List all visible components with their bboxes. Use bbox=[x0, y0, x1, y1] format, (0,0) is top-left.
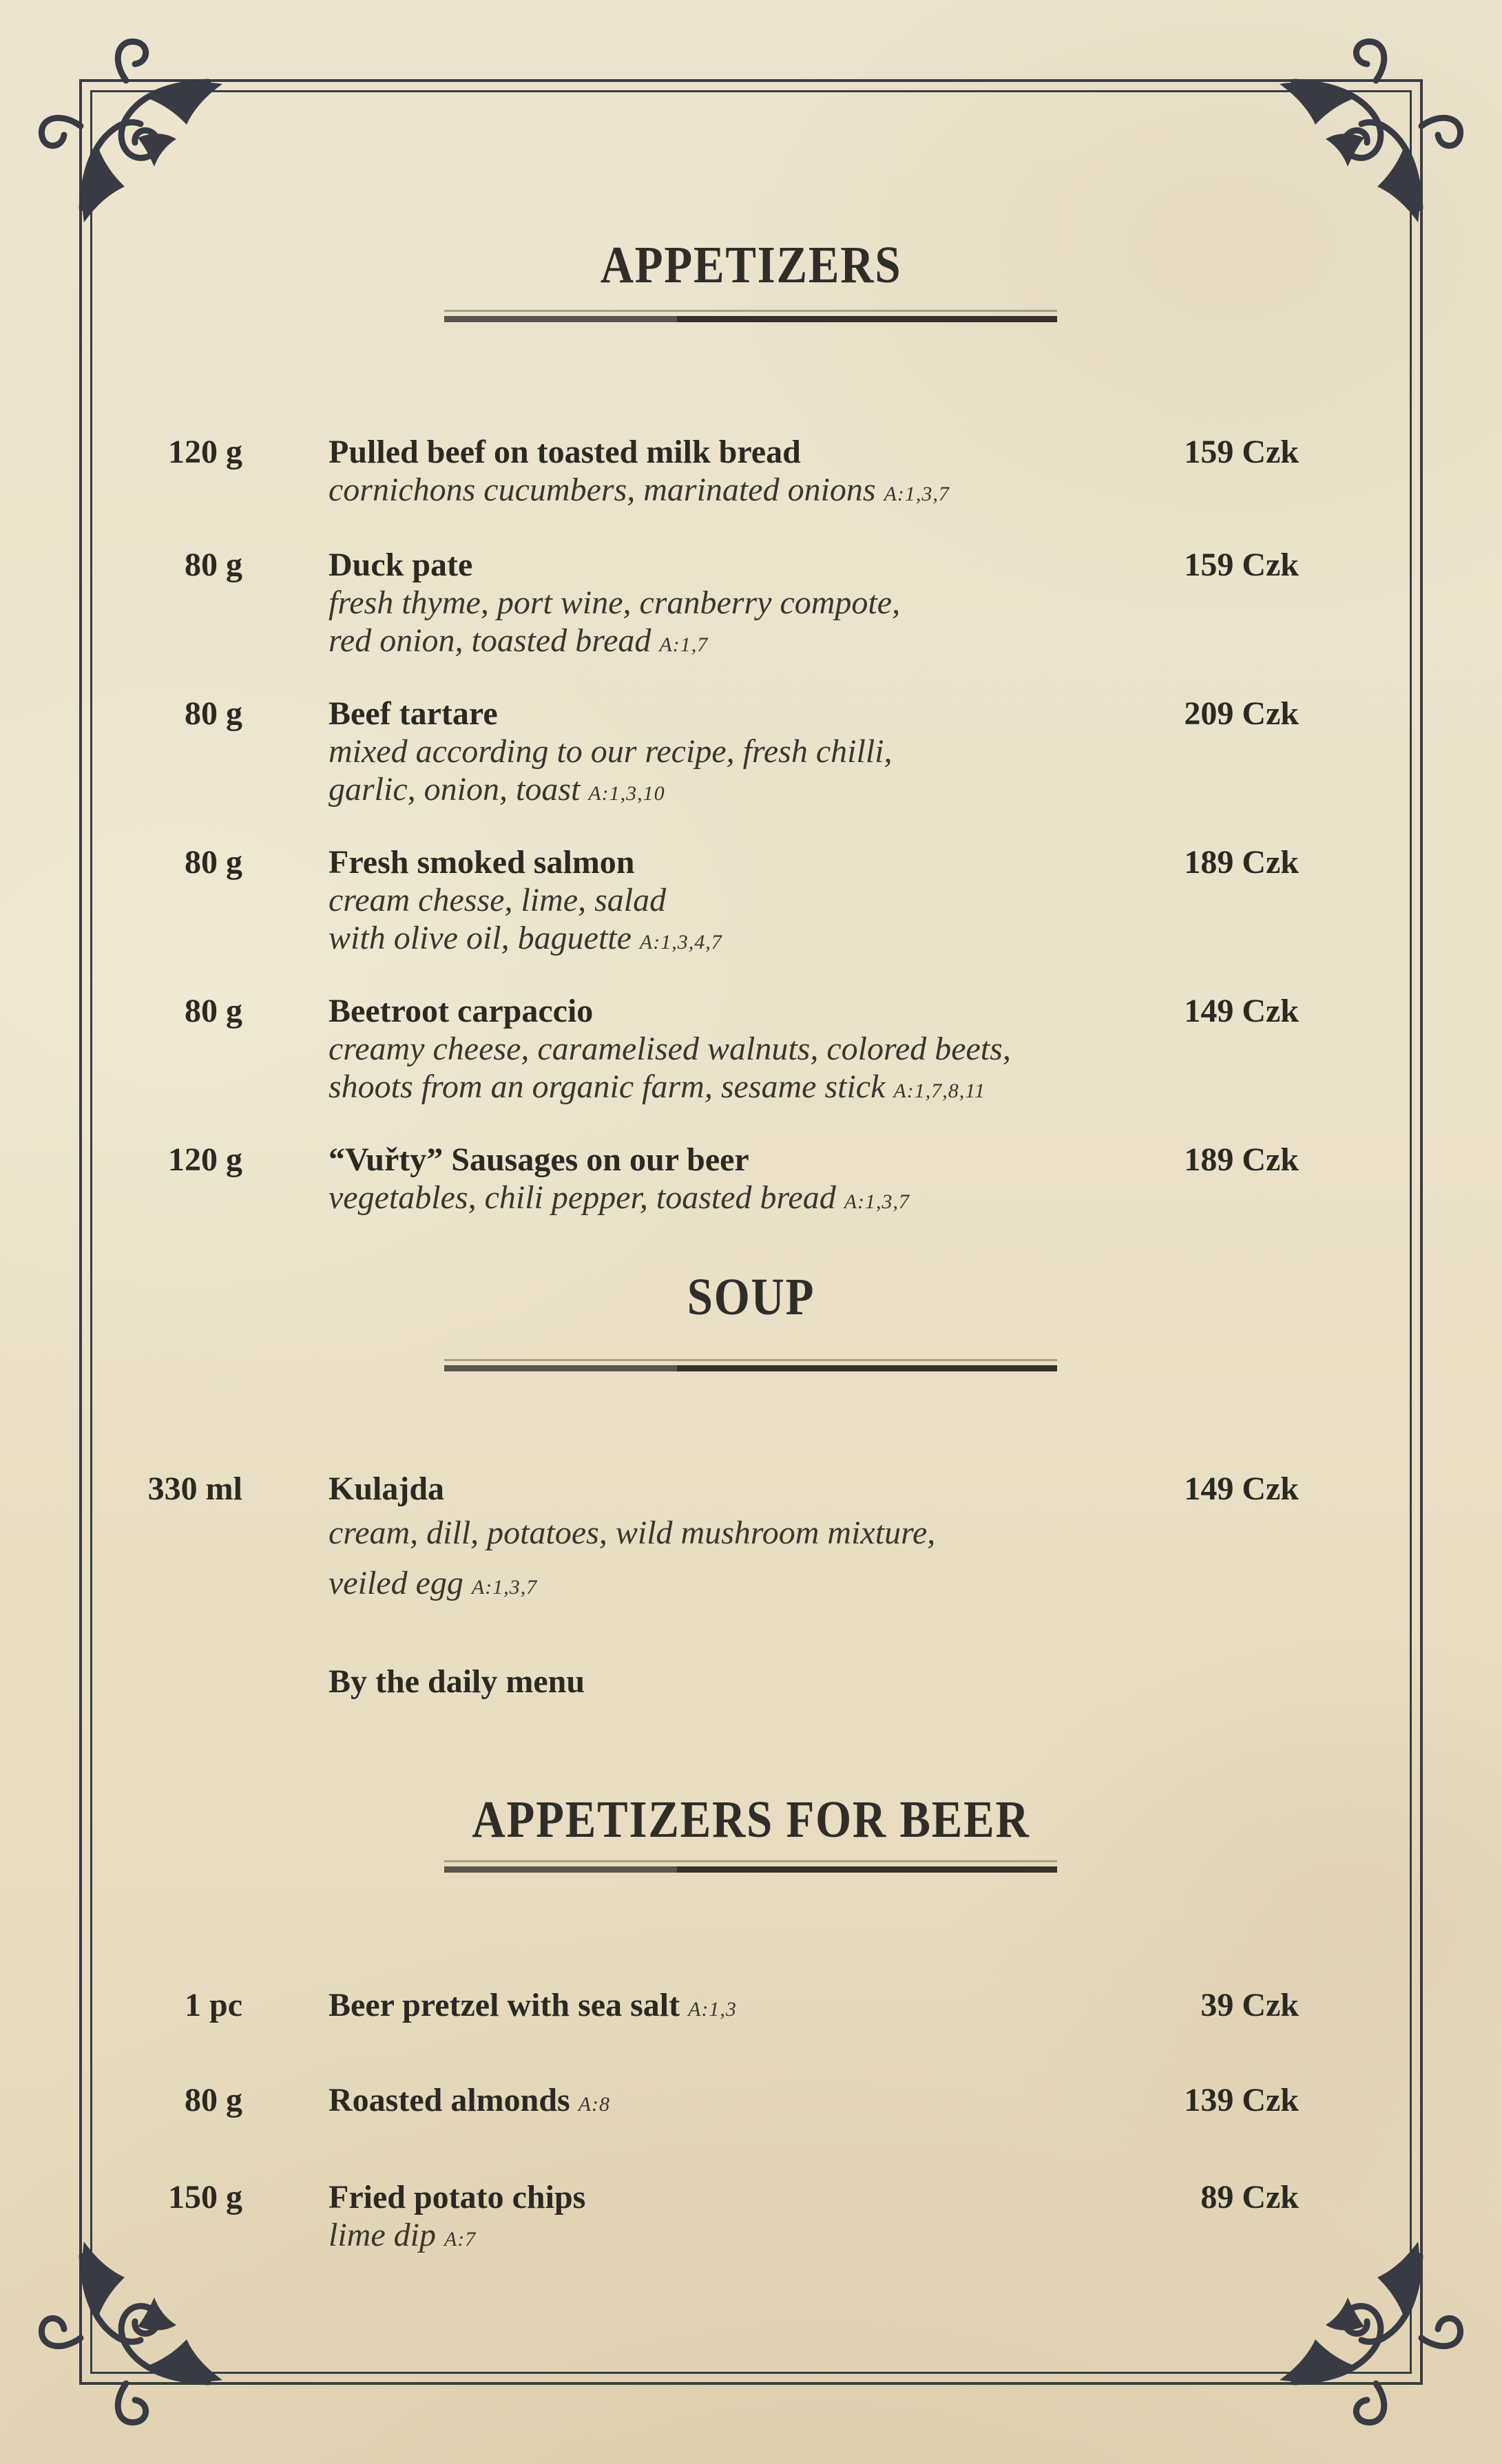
allergen-code: A:1,3,7 bbox=[884, 483, 950, 505]
item-quantity: 80 g bbox=[185, 844, 242, 881]
section-rule bbox=[444, 310, 1057, 322]
allergen-code: A:1,3,10 bbox=[588, 782, 665, 805]
frame-outer-border bbox=[79, 79, 1423, 2385]
item-description: garlic, onion, toast A:1,3,10 bbox=[328, 771, 665, 808]
menu-item-fried-potato-chips bbox=[138, 2178, 1299, 2258]
item-description: lime dip A:7 bbox=[328, 2217, 477, 2253]
item-description: mixed according to our recipe, fresh chilli, bbox=[328, 733, 893, 770]
section-title-appetizers-for-beer: APPETIZERS FOR BEER bbox=[472, 1791, 1030, 1849]
item-description: veiled egg A:1,3,7 bbox=[328, 1565, 538, 1601]
allergen-code: A:1,3 bbox=[688, 1998, 737, 2021]
item-name: “Vuřty” Sausages on our beer bbox=[328, 1141, 749, 1178]
item-name: Fried potato chips bbox=[328, 2179, 586, 2215]
menu-item-pulled-beef bbox=[138, 433, 1299, 513]
item-description: vegetables, chili pepper, toasted bread A:1,3,7 bbox=[328, 1179, 910, 1216]
item-price: 159 Czk bbox=[1184, 434, 1299, 470]
item-quantity: 120 g bbox=[168, 1141, 242, 1178]
item-description: cream chesse, lime, salad bbox=[328, 882, 667, 918]
item-description: cornichons cucumbers, marinated onions A:1,3,7 bbox=[328, 472, 950, 508]
item-description: cream, dill, potatoes, wild mushroom mixture, bbox=[328, 1515, 936, 1551]
corner-flourish-icon bbox=[1240, 28, 1474, 262]
section-title-soup: SOUP bbox=[687, 1268, 815, 1326]
item-name: Beetroot carpaccio bbox=[328, 993, 594, 1029]
menu-item-kulajda bbox=[138, 1470, 1299, 1612]
item-price: 89 Czk bbox=[1200, 2179, 1299, 2215]
item-description: fresh thyme, port wine, cranberry compote, bbox=[328, 585, 901, 621]
section-title-appetizers: APPETIZERS bbox=[600, 236, 902, 294]
item-price: 39 Czk bbox=[1200, 1987, 1299, 2023]
item-price: 159 Czk bbox=[1184, 547, 1299, 583]
section-rule bbox=[444, 1359, 1057, 1371]
item-quantity: 330 ml bbox=[147, 1471, 242, 1507]
item-name: Pulled beef on toasted milk bread bbox=[328, 434, 801, 470]
menu-item-roasted-almonds bbox=[138, 2081, 1299, 2123]
item-name: Beer pretzel with sea salt bbox=[328, 1987, 680, 2023]
item-quantity: 120 g bbox=[168, 434, 242, 470]
item-name: Duck pate bbox=[328, 547, 473, 583]
allergen-code: A:1,3,4,7 bbox=[639, 931, 722, 954]
item-quantity: 80 g bbox=[185, 695, 242, 732]
allergen-code: A:1,7,8,11 bbox=[893, 1080, 985, 1102]
allergen-code: A:1,3,7 bbox=[471, 1576, 538, 1599]
daily-menu-note: By the daily menu bbox=[328, 1663, 585, 1700]
item-price: 209 Czk bbox=[1184, 695, 1299, 732]
item-description: shoots from an organic farm, sesame stick A:1,7,8,11 bbox=[328, 1068, 985, 1105]
allergen-code: A:7 bbox=[444, 2228, 477, 2251]
item-quantity: 150 g bbox=[168, 2179, 242, 2215]
allergen-code: A:1,3,7 bbox=[844, 1190, 910, 1213]
menu-item-beef-tartare bbox=[138, 695, 1299, 812]
menu-item-vurty-sausages bbox=[138, 1141, 1299, 1221]
section-rule bbox=[444, 1860, 1057, 1873]
item-description: red onion, toasted bread A:1,7 bbox=[328, 622, 709, 659]
item-price: 149 Czk bbox=[1184, 993, 1299, 1029]
allergen-code: A:1,7 bbox=[659, 633, 709, 656]
corner-flourish-icon bbox=[28, 28, 262, 262]
allergen-code: A:8 bbox=[578, 2093, 611, 2116]
item-name: Roasted almonds bbox=[328, 2082, 570, 2118]
menu-item-beer-pretzel bbox=[138, 1986, 1299, 2028]
item-quantity: 80 g bbox=[185, 993, 242, 1029]
item-quantity: 1 pc bbox=[185, 1987, 242, 2023]
item-description: creamy cheese, caramelised walnuts, colored beets, bbox=[328, 1031, 1011, 1067]
item-price: 139 Czk bbox=[1184, 2082, 1299, 2118]
item-quantity: 80 g bbox=[185, 547, 242, 583]
item-name: Fresh smoked salmon bbox=[328, 844, 635, 881]
item-price: 189 Czk bbox=[1184, 844, 1299, 881]
item-name: Kulajda bbox=[328, 1471, 445, 1507]
item-name: Beef tartare bbox=[328, 695, 498, 732]
item-price: 149 Czk bbox=[1184, 1471, 1299, 1507]
item-description: with olive oil, baguette A:1,3,4,7 bbox=[328, 920, 722, 956]
menu-item-duck-pate bbox=[138, 546, 1299, 664]
item-quantity: 80 g bbox=[185, 2082, 242, 2118]
menu-item-smoked-salmon bbox=[138, 843, 1299, 961]
item-price: 189 Czk bbox=[1184, 1141, 1299, 1178]
menu-item-beetroot-carpaccio bbox=[138, 992, 1299, 1110]
